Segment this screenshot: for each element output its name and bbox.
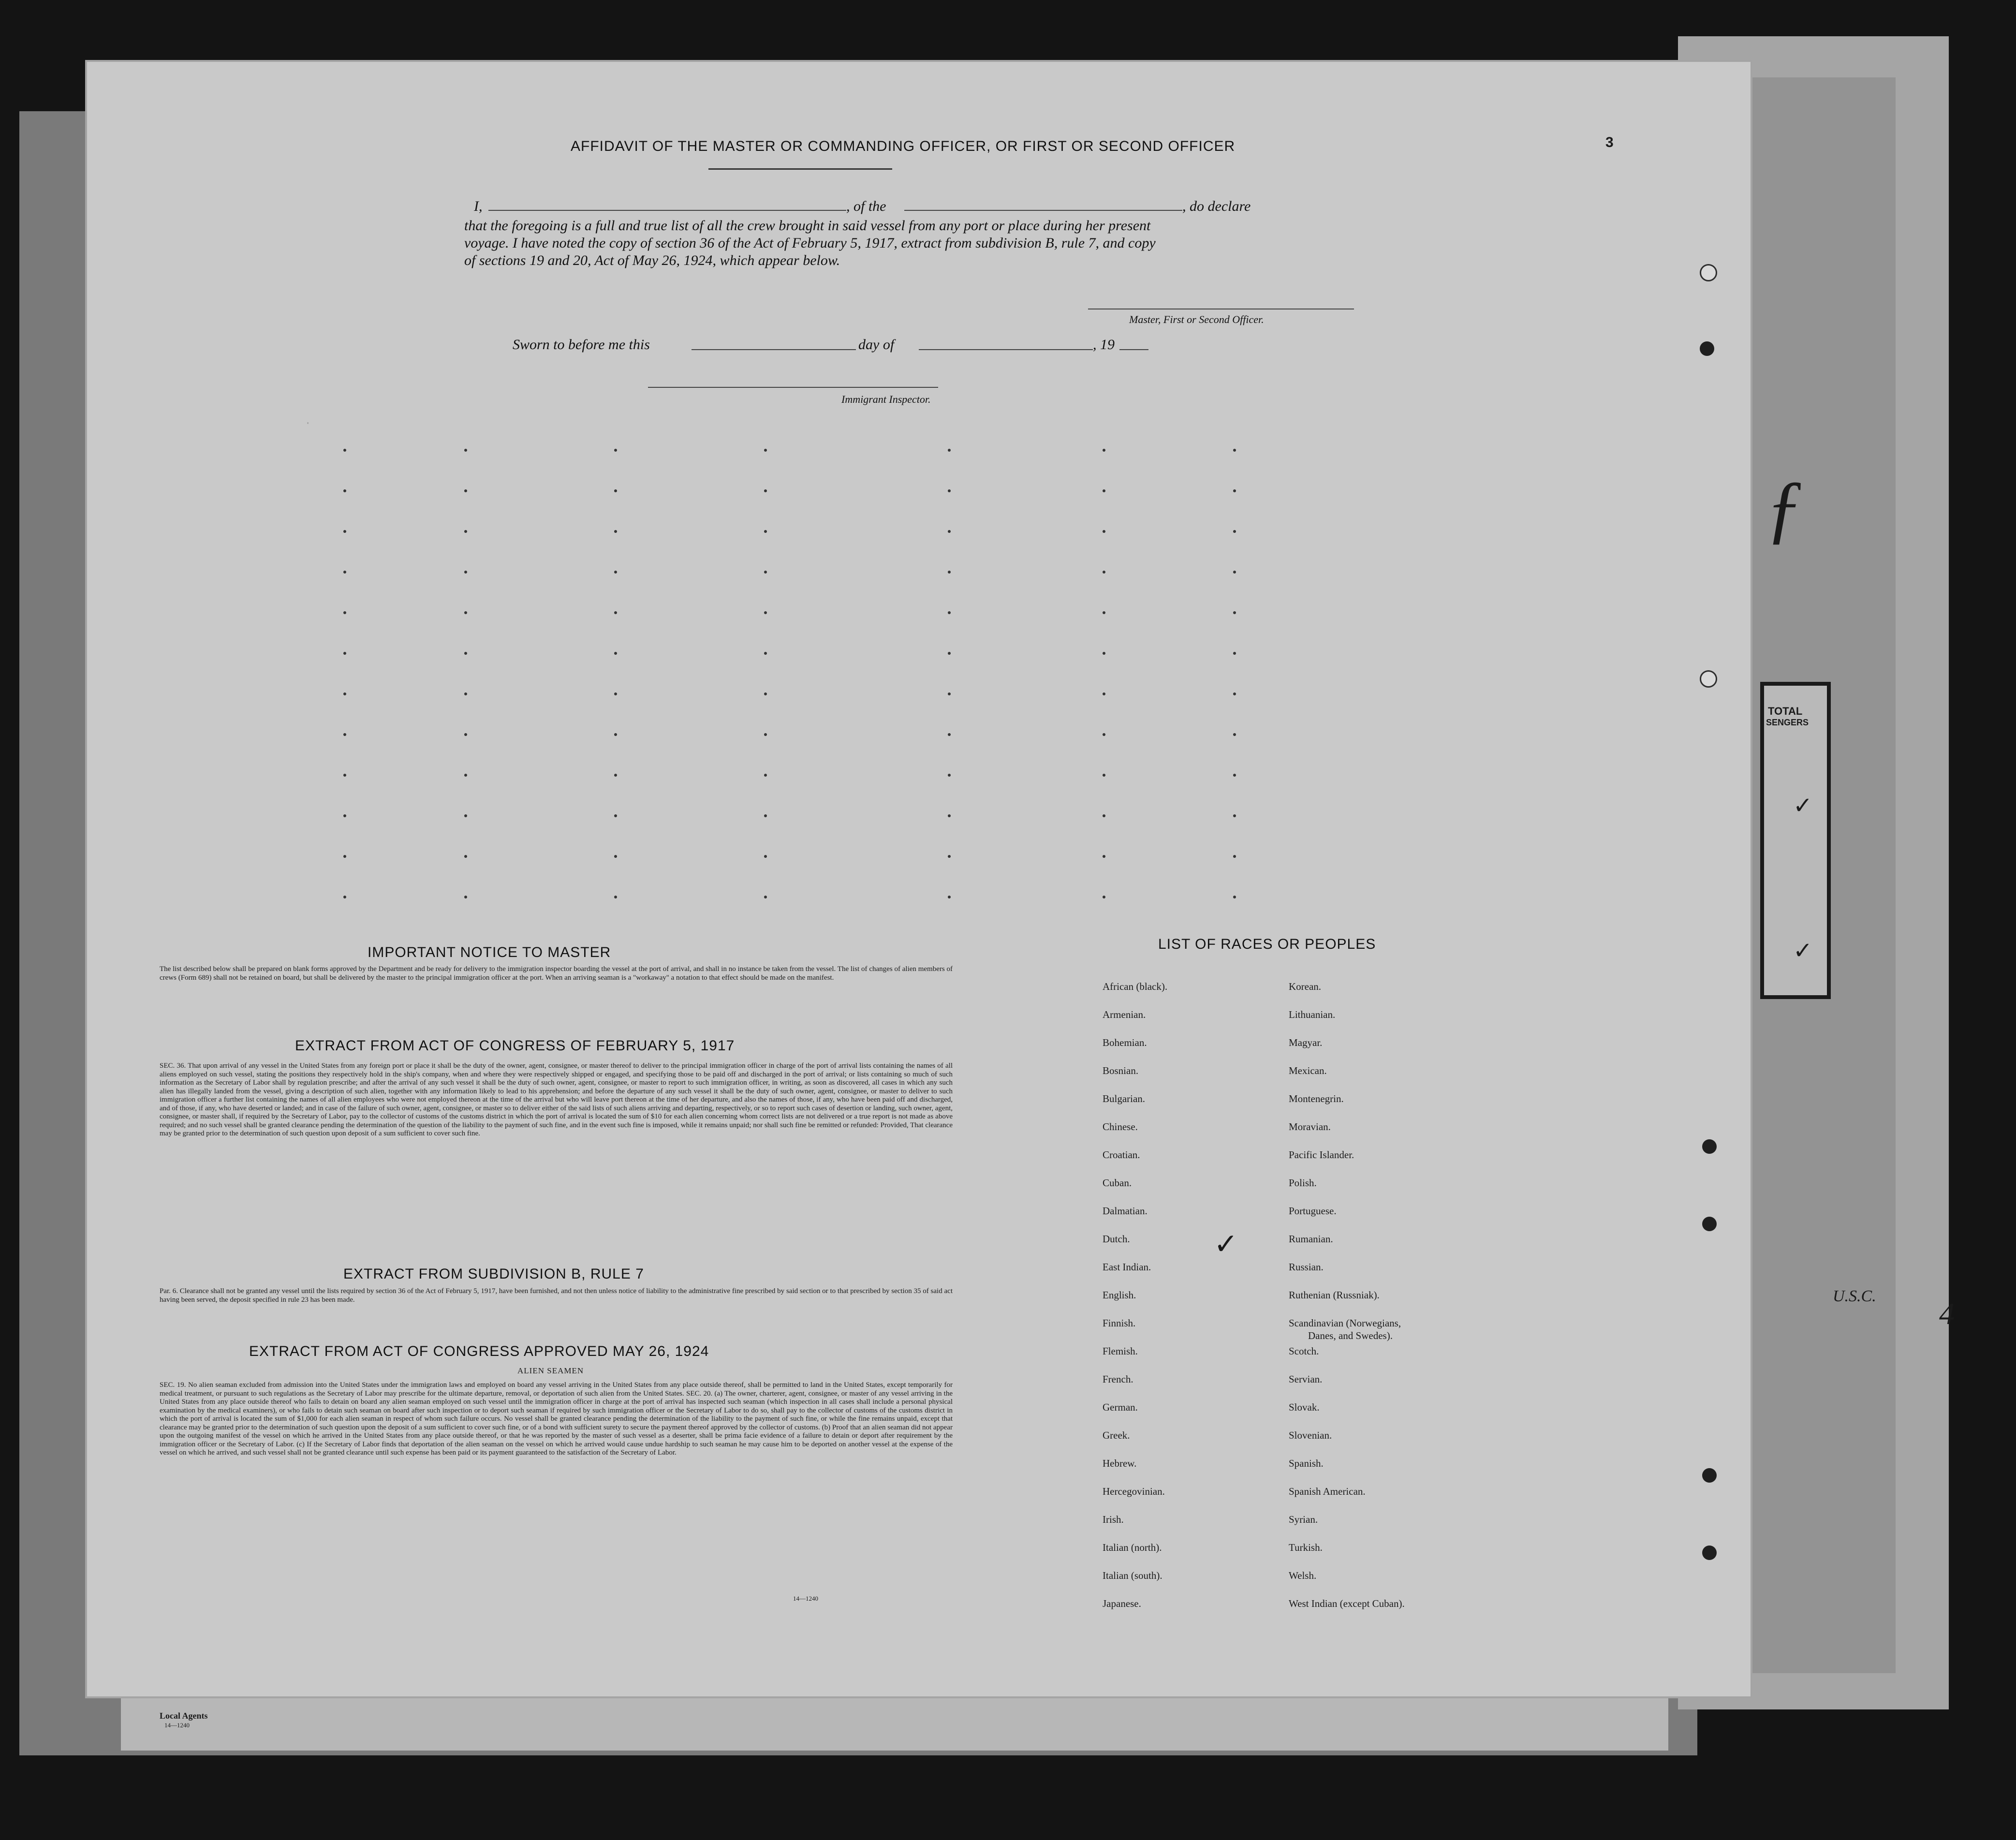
guide-dot (343, 896, 346, 898)
sworn-year-prefix: , 19 (1093, 337, 1115, 353)
race-item: Moravian. (1289, 1121, 1331, 1133)
guide-dot (948, 530, 951, 533)
guide-dot (1233, 896, 1236, 898)
race-item: English. (1103, 1289, 1136, 1301)
handwritten-number: 4 (1939, 1296, 1955, 1331)
guide-dot (343, 652, 346, 655)
guide-dot (1233, 774, 1236, 777)
stamp-line-1: TOTAL (1768, 705, 1803, 717)
guide-dot (1103, 774, 1105, 777)
guide-dot (1233, 652, 1236, 655)
affidavit-i: I, (474, 198, 483, 214)
affidavit-line-3: voyage. I have noted the copy of section 36 of the Act of February 5, 1917, extract from subdivision B, rule 7, and copy (464, 235, 1156, 251)
guide-dot (614, 530, 617, 533)
race-item: Bosnian. (1103, 1065, 1139, 1076)
race-item: Scotch. (1289, 1345, 1319, 1357)
race-item: Chinese. (1103, 1121, 1138, 1133)
notice-body: The list described below shall be prepared on blank forms approved by the Department and be ready for delivery to the immigration inspector boarding the vessel at the port of arrival, and shall in no instance be taken from the vessel. The list of changes of alien members of crews (Form 689) shall not be retained on board, but shall be delivered by the master to the principal immigration officer at the port. When an arriving seaman is a "workaway" a notation to that effect should be made on the manifest. (160, 965, 953, 982)
race-item: Dutch. (1103, 1233, 1130, 1245)
race-item: Korean. (1289, 981, 1322, 992)
race-item: Polish. (1289, 1177, 1317, 1189)
race-item: Italian (north). (1103, 1542, 1162, 1553)
guide-dot (614, 896, 617, 898)
race-item: Welsh. (1289, 1570, 1317, 1581)
guide-dot (764, 774, 767, 777)
races-title: LIST OF RACES OR PEOPLES (1158, 936, 1376, 952)
name-blank[interactable] (488, 210, 846, 211)
race-item: Magyar. (1289, 1037, 1323, 1048)
guide-dot (764, 611, 767, 614)
guide-dot (1233, 692, 1236, 695)
guide-dot (764, 489, 767, 492)
guide-dot (614, 774, 617, 777)
master-signature-label: Master, First or Second Officer. (1129, 313, 1264, 325)
guide-dot (948, 611, 951, 614)
affidavit-title: AFFIDAVIT OF THE MASTER OR COMMANDING OFFICER, OR FIRST OR SECOND OFFICER (571, 138, 1236, 154)
race-item: Portuguese. (1289, 1205, 1337, 1217)
guide-dot (1103, 530, 1105, 533)
extract-1924-subtitle: ALIEN SEAMEN (517, 1366, 584, 1375)
race-item: Finnish. (1103, 1317, 1136, 1329)
guide-dot (1233, 449, 1236, 452)
race-item: Japanese. (1103, 1598, 1141, 1609)
guide-dot (464, 692, 467, 695)
subdivision-b-title: EXTRACT FROM SUBDIVISION B, RULE 7 (343, 1266, 644, 1282)
race-item: Armenian. (1103, 1009, 1146, 1020)
race-item: Rumanian. (1289, 1233, 1333, 1245)
notice-title: IMPORTANT NOTICE TO MASTER (368, 944, 611, 960)
guide-dot (614, 611, 617, 614)
race-item: Croatian. (1103, 1149, 1140, 1161)
race-item: Slovenian. (1289, 1429, 1332, 1441)
guide-dot (464, 530, 467, 533)
guide-dot (614, 855, 617, 858)
guide-dot (948, 855, 951, 858)
guide-dot (1103, 449, 1105, 452)
punch-hole-5 (1702, 1546, 1717, 1560)
punch-hole-1 (1700, 341, 1714, 356)
race-item: Syrian. (1289, 1514, 1318, 1525)
race-item: Turkish. (1289, 1542, 1323, 1553)
guide-dot (464, 571, 467, 574)
race-item: Scandinavian (Norwegians, (1289, 1317, 1401, 1329)
form-number: 14—1240 (793, 1595, 818, 1602)
affidavit-declare: , do declare (1182, 198, 1251, 214)
race-item: Hercegovinian. (1103, 1486, 1165, 1497)
race-item: East Indian. (1103, 1261, 1151, 1273)
guide-dot (1103, 896, 1105, 898)
guide-dot (764, 733, 767, 736)
extract-1917-body: SEC. 36. That upon arrival of any vessel in the United States from any foreign port or place it shall be the duty of the owner, agent, consignee, or master thereof to deliver to the principal immigration officer in charge of the port of arrival lists containing the names of all aliens employed on such vessel, stating the positions they respectively hold in the ship's company, when and where they were respectively shipped or engaged, and specifying those to be paid off and discharged in the port of arrival; or lists containing so much of such information as the Secretary of Labor shall by regulation prescribe; and after the arrival of any such vessel it shall be the duty of such owner, agent, consignee, or master to report to such immigration officer, in writing, as soon as discovered, all cases in which any such alien has illegally landed from the vessel, giving a description of such alien, together with any information likely to lead to his apprehension; and before the departure of any such vessel it shall be the duty of such owner, agent, consignee, or master to deliver to such immigration officer a further list containing the names of all alien employees who were not employed thereon at the time of the arrival but who will leave port thereon at the time of her departure, and also the names of those, if any, who have been paid off and discharged, and of those, if any, who have deserted or landed; and in case of the failure of such owner, agent, consignee, or master so to deliver either of the said lists of such aliens arriving and departing, respectively, or so to report such cases of desertion or landing, such owner, agent, consignee, or master shall, if required by the Secretary of Labor, pay to the collector of customs of the customs district in which the port of arrival is located the sum of $10 for each alien concerning whom correct lists are not delivered or a true report is not made as above required; and no such vessel shall be granted clearance pending the determination of the question of the liability to the payment of such fine, and in the event such fine is imposed, while it remains unpaid; nor shall such fine be remitted or refunded: Provided, That clearance may be granted prior to the determination of such question upon deposit of a sum sufficient to cover such fine. (160, 1062, 953, 1137)
guide-dot (948, 449, 951, 452)
guide-dot (343, 449, 346, 452)
extract-1924-body: SEC. 19. No alien seaman excluded from admission into the United States under the immigration laws and employed on board any vessel arriving in the United States from any place outside thereof, shall be permitted to land in the United States, except temporarily for medical treatment, or pursuant to such regulations as the Secretary of Labor may prescribe for the ultimate departure, removal, or deportation of such alien from the United States. SEC. 20. (a) The owner, charterer, agent, consignee, or master of any vessel arriving in the United States from any place outside thereof who fails to detain on board any alien seaman employed on such vessel until the immigration officer in charge at the port of arrival has inspected such seaman (which inspection in all cases shall include a personal physical examination by the medical examiners), or who fails to detain such seaman on board after such inspection or to deport such seaman if required by such immigration officer or the Secretary of Labor to do so, shall pay to the collector of customs of the customs district in which the port of arrival is located the sum of $1,000 for each alien seaman in respect of whom such failure occurs. No vessel shall be granted clearance pending the determination of the liability to the payment of such fine, or while the fine remains unpaid, except that clearance may be granted prior to the determination of such question upon the deposit of a sum sufficient to cover such fine, or of a bond with sufficient surety to secure the payment thereof approved by the collector of customs. (b) Proof that an alien seaman did not appear upon the outgoing manifest of the vessel on which he arrived in the United States from any place outside thereof, or that he was reported by the master of such vessel as a deserter, shall be prima facie evidence of a failure to detain or deport after requirement by the immigration officer or the Secretary of Labor. (c) If the Secretary of Labor finds that deportation of the alien seaman on the vessel on which he arrived would cause undue hardship to such seaman he may cause him to be deported on another vessel at the expense of the vessel on which he arrived, and such vessel shall not be granted clearance until such expense has been paid or its payment guaranteed to the satisfaction of the Secretary of Labor. (160, 1381, 953, 1457)
race-item: African (black). (1103, 981, 1168, 992)
usc-note: U.S.C. (1833, 1287, 1876, 1305)
guide-dot (614, 814, 617, 817)
handwritten-flourish: ƒ (1765, 465, 1804, 551)
guide-dot (614, 489, 617, 492)
race-item: Spanish. (1289, 1457, 1324, 1469)
race-item: Montenegrin. (1289, 1093, 1344, 1104)
guide-dot (464, 652, 467, 655)
punch-hole-ring-2 (1700, 670, 1717, 688)
guide-dot (764, 449, 767, 452)
punch-hole-3 (1702, 1217, 1717, 1231)
guide-dot (764, 855, 767, 858)
guide-dot (764, 896, 767, 898)
race-item: Bohemian. (1103, 1037, 1147, 1048)
guide-dot (614, 692, 617, 695)
guide-dot (464, 896, 467, 898)
race-item: Irish. (1103, 1514, 1124, 1525)
guide-dot (614, 733, 617, 736)
guide-dot (948, 896, 951, 898)
guide-dot (343, 571, 346, 574)
guide-dot (464, 489, 467, 492)
guide-dot (1233, 611, 1236, 614)
guide-dot (1103, 733, 1105, 736)
guide-dot (1233, 814, 1236, 817)
guide-dot (1103, 571, 1105, 574)
race-item: Dalmatian. (1103, 1205, 1148, 1217)
race-item: Ruthenian (Russniak). (1289, 1289, 1380, 1301)
stamp-checkmark-2: ✓ (1793, 938, 1813, 964)
race-item: Servian. (1289, 1373, 1323, 1385)
guide-dot (1233, 530, 1236, 533)
guide-dot (343, 774, 346, 777)
guide-dot (343, 489, 346, 492)
guide-dot (343, 855, 346, 858)
guide-dot (764, 571, 767, 574)
affidavit-line-2: that the foregoing is a full and true list of all the crew brought in said vessel from any port or place during her present (464, 218, 1151, 234)
guide-dot (764, 814, 767, 817)
race-item: Spanish American. (1289, 1486, 1366, 1497)
race-item: Mexican. (1289, 1065, 1327, 1076)
punch-hole-4 (1702, 1468, 1717, 1483)
race-item: French. (1103, 1373, 1133, 1385)
guide-dot (1103, 692, 1105, 695)
inspector-label: Immigrant Inspector. (841, 393, 931, 405)
punch-hole-2 (1702, 1139, 1717, 1154)
guide-dot (464, 855, 467, 858)
total-passengers-stamp (1760, 682, 1831, 999)
guide-dot (948, 652, 951, 655)
race-item: Danes, and Swedes). (1308, 1330, 1393, 1341)
guide-dot (948, 814, 951, 817)
guide-dot (1103, 652, 1105, 655)
guide-dot (343, 733, 346, 736)
inspector-signature-line[interactable] (648, 387, 938, 388)
stamp-line-2: SENGERS (1766, 718, 1809, 727)
extract-1917-title: EXTRACT FROM ACT OF CONGRESS OF FEBRUARY 5, 1917 (295, 1038, 735, 1054)
guide-dot (464, 774, 467, 777)
punch-hole-ring-1 (1700, 264, 1717, 281)
guide-dot (1233, 733, 1236, 736)
show-through-row: · (305, 417, 313, 429)
race-item: Russian. (1289, 1261, 1324, 1273)
guide-dot (614, 571, 617, 574)
race-item: Pacific Islander. (1289, 1149, 1354, 1161)
guide-dot (764, 692, 767, 695)
race-item: Slovak. (1289, 1401, 1320, 1413)
race-item: Lithuanian. (1289, 1009, 1336, 1020)
affidavit-title-rule (708, 168, 892, 170)
guide-dot (948, 571, 951, 574)
vessel-blank[interactable] (904, 210, 1182, 211)
sworn-label: Sworn to before me this (513, 337, 650, 353)
stamp-checkmark: ✓ (1793, 793, 1813, 819)
guide-dot (343, 611, 346, 614)
guide-dot (1103, 855, 1105, 858)
guide-dot (464, 733, 467, 736)
local-agents-label: Local Agents (160, 1711, 208, 1721)
guide-dot (764, 652, 767, 655)
guide-dot (614, 652, 617, 655)
race-item: Greek. (1103, 1429, 1130, 1441)
guide-dot (464, 611, 467, 614)
guide-dot (764, 530, 767, 533)
race-item: Flemish. (1103, 1345, 1138, 1357)
guide-dot (1233, 489, 1236, 492)
subdivision-b-body: Par. 6. Clearance shall not be granted any vessel until the lists required by section 36 of the Act of February 5, 1917, have been furnished, and not then unless notice of liability to the administrative fine prescribed by said section or to that prescribed by section 35 of said act having been served, the deposit specified in rule 23 has been made. (160, 1287, 953, 1304)
sworn-year-blank[interactable] (1119, 349, 1148, 350)
handwritten-check-mark: ✓ (1214, 1228, 1238, 1260)
sworn-month-blank[interactable] (919, 349, 1093, 350)
guide-dot (464, 449, 467, 452)
guide-dot (464, 814, 467, 817)
guide-dot (343, 692, 346, 695)
sworn-day-blank[interactable] (692, 349, 856, 350)
race-item: German. (1103, 1401, 1138, 1413)
page-mark: 3 (1605, 134, 1614, 150)
guide-dot (948, 489, 951, 492)
guide-dot (1103, 814, 1105, 817)
affidavit-of-the: , of the (846, 198, 886, 214)
guide-dot (948, 733, 951, 736)
guide-dot (343, 814, 346, 817)
race-item: West Indian (except Cuban). (1289, 1598, 1405, 1609)
race-item: Italian (south). (1103, 1570, 1163, 1581)
guide-dot (1103, 611, 1105, 614)
guide-dot (614, 449, 617, 452)
extract-1924-title: EXTRACT FROM ACT OF CONGRESS APPROVED MAY 26, 1924 (249, 1343, 709, 1359)
race-item: Bulgarian. (1103, 1093, 1146, 1104)
race-item: Hebrew. (1103, 1457, 1137, 1469)
guide-dot (948, 692, 951, 695)
race-item: Cuban. (1103, 1177, 1132, 1189)
affidavit-line-4: of sections 19 and 20, Act of May 26, 1924, which appear below. (464, 252, 840, 268)
guide-dot (1103, 489, 1105, 492)
guide-dot (948, 774, 951, 777)
local-agents-form-number: 14—1240 (164, 1722, 190, 1729)
guide-dot (343, 530, 346, 533)
guide-dot (1233, 855, 1236, 858)
sworn-day-of: day of (858, 337, 895, 353)
guide-dot (1233, 571, 1236, 574)
